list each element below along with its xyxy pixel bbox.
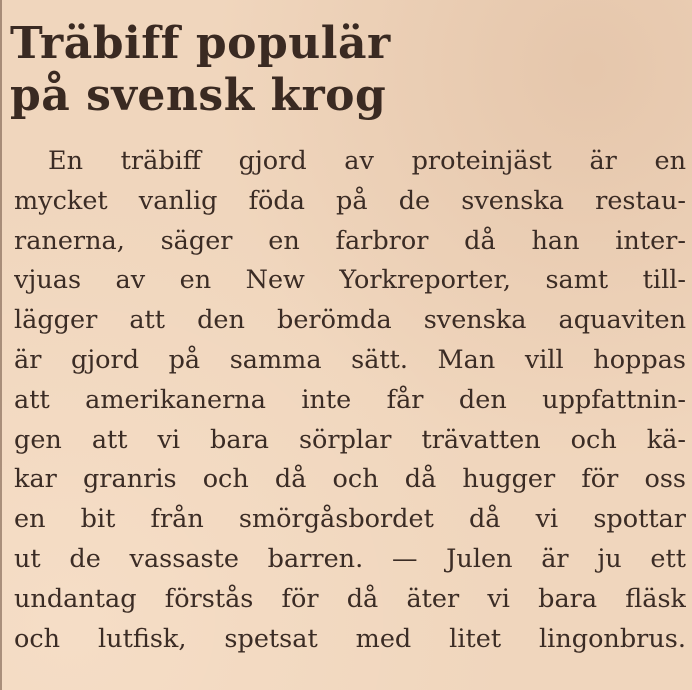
headline-line: Träbiff populär: [10, 18, 391, 69]
article-body: [14, 142, 686, 659]
body-line: gen att vi bara sörplar trävatten och kä-: [14, 424, 686, 455]
column-rule: [0, 0, 2, 690]
body-line: lägger att den berömda svenska aquaviten: [14, 305, 686, 336]
body-line: är gjord på samma sätt. Man vill hoppas: [14, 344, 686, 375]
body-line: ut de vassaste barren. — Julen är ju ett: [14, 543, 686, 574]
body-line: mycket vanlig föda på de svenska restau-: [14, 185, 686, 216]
show-through-text: [414, 0, 674, 150]
body-line: att amerikanerna inte får den uppfattnin-: [14, 384, 686, 415]
body-line: vjuas av en New Yorkreporter, samt till-: [14, 265, 686, 296]
body-line: En träbiff gjord av proteinjäst är en: [48, 146, 686, 176]
headline-line: på svensk krog: [10, 70, 387, 121]
body-line: undantag förstås för då äter vi bara fläsk: [14, 583, 686, 614]
body-line: och lutfisk, spetsat med litet lingonbrus.: [14, 623, 686, 654]
body-line: kar granris och då och då hugger för oss: [14, 464, 686, 495]
body-line: en bit från smörgåsbordet då vi spottar: [14, 504, 686, 535]
body-line: ranerna, säger en farbror då han inter-: [14, 225, 686, 256]
article-headline: [10, 18, 391, 122]
